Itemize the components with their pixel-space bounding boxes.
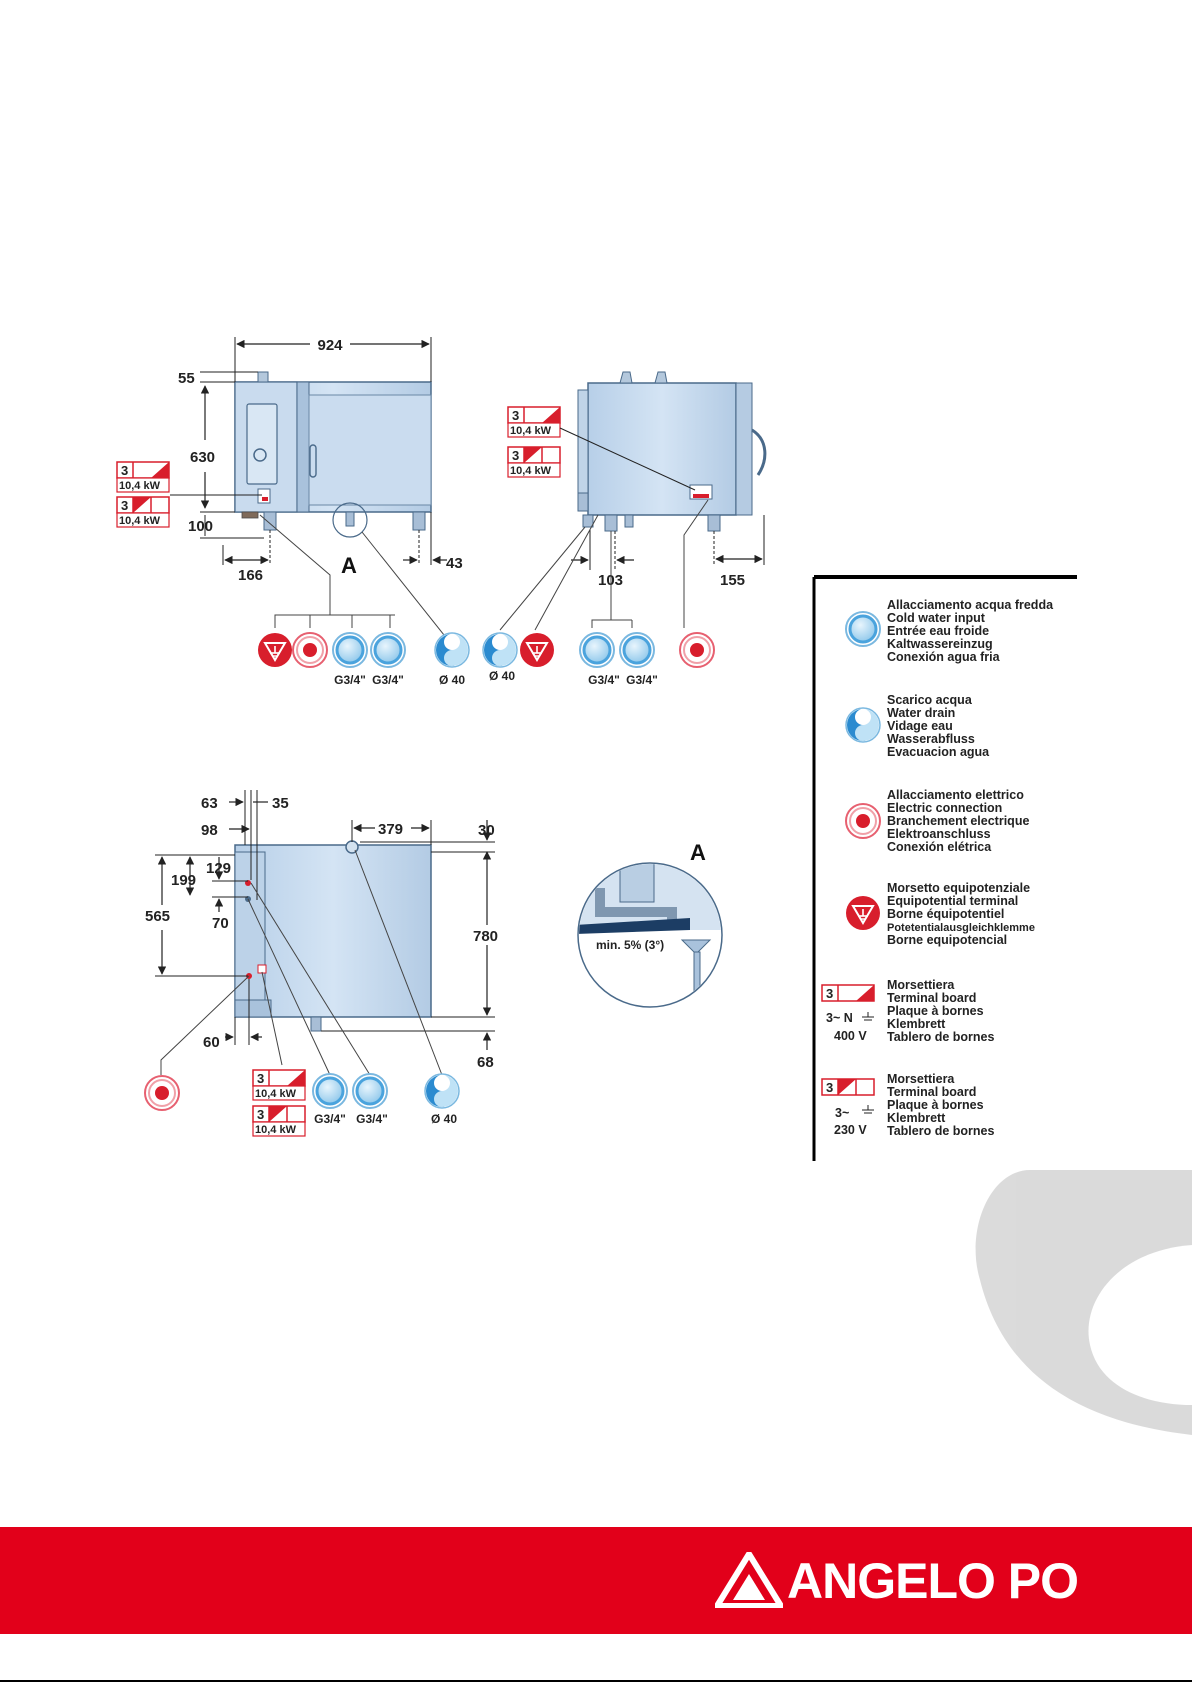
terminal-400-side: [508, 407, 560, 437]
svg-text:Morsetto equipotenziale: Morsetto equipotenziale: [887, 881, 1031, 895]
svg-text:Kaltwassereinzug: Kaltwassereinzug: [887, 637, 993, 651]
decorative-brand-watermark: [976, 1170, 1192, 1435]
legend-water-input-icon: [846, 612, 880, 646]
svg-text:Allacciamento elettrico: Allacciamento elettrico: [887, 788, 1024, 802]
g34-label: G3/4": [372, 673, 404, 687]
water-input-icon: [313, 1074, 347, 1108]
g34-label: G3/4": [314, 1112, 346, 1126]
door: [309, 395, 431, 505]
terminal-400-top: [253, 1070, 305, 1100]
slope-label: min. 5% (3°): [596, 938, 665, 952]
legend-water-drain-icon: [846, 708, 880, 742]
legend-terminal-230-text: [887, 1072, 994, 1138]
water-drain-icon: [483, 633, 517, 667]
svg-text:10,4 kW: 10,4 kW: [510, 465, 551, 477]
dim-98: 98: [201, 822, 218, 839]
side-view: [483, 372, 765, 687]
svg-text:3: 3: [826, 1080, 834, 1095]
svg-text:400 V: 400 V: [834, 1029, 867, 1043]
angelo-po-logo: [715, 1542, 1079, 1617]
g34-label: G3/4": [626, 673, 658, 687]
water-input-icon: [620, 633, 654, 667]
dim-68: 68: [477, 1054, 494, 1071]
water-input-icon: [353, 1074, 387, 1108]
svg-text:Potetentialausgleichklemme: Potetentialausgleichklemme: [887, 922, 1035, 934]
water-drain-icon: [425, 1074, 459, 1108]
svg-text:Klembrett: Klembrett: [887, 1017, 946, 1031]
terminal-230-front: [117, 497, 169, 527]
display-window: [247, 404, 277, 484]
dim-379: 379: [378, 821, 404, 838]
dim-924: 924: [317, 337, 343, 354]
electric-icon: [680, 633, 714, 667]
terminal-400-front: [117, 462, 169, 492]
legend-water-drain-text: [887, 693, 990, 759]
front-view: [117, 337, 469, 687]
svg-text:Conexión elétrica: Conexión elétrica: [887, 840, 992, 854]
svg-text:Borne équipotentiel: Borne équipotentiel: [887, 907, 1005, 921]
svg-text:Wasserabfluss: Wasserabfluss: [887, 732, 975, 746]
svg-text:3: 3: [512, 408, 520, 423]
electric-icon: [293, 633, 327, 667]
water-input-icon: [333, 633, 367, 667]
dim-70: 70: [212, 915, 229, 932]
svg-text:Terminal board: Terminal board: [887, 1085, 977, 1099]
svg-text:3~ N: 3~ N: [826, 1011, 853, 1025]
equipotential-icon: [258, 633, 292, 667]
svg-text:Conexión agua fria: Conexión agua fria: [887, 650, 1000, 664]
svg-text:Allacciamento acqua fredda: Allacciamento acqua fredda: [887, 598, 1054, 612]
water-drain-icon: [435, 633, 469, 667]
door-hinge: [297, 382, 309, 512]
dim-129: 129: [206, 860, 232, 877]
logo-mark-icon: [715, 1552, 783, 1608]
svg-text:Plaque à bornes: Plaque à bornes: [887, 1004, 984, 1018]
dim-155: 155: [720, 572, 746, 589]
svg-text:Borne equipotencial: Borne equipotencial: [887, 933, 1008, 947]
drain-size-label: Ø 40: [430, 1112, 458, 1126]
svg-text:10,4 kW: 10,4 kW: [119, 480, 160, 492]
svg-text:230 V: 230 V: [834, 1123, 867, 1137]
svg-text:Morsettiera: Morsettiera: [887, 1072, 955, 1086]
svg-text:10,4 kW: 10,4 kW: [255, 1124, 296, 1136]
g34-label: G3/4": [334, 673, 366, 687]
legend-equipotential-text: [887, 881, 1035, 947]
detail-a-label: A: [341, 553, 357, 578]
legend-terminal-400-box: [822, 985, 874, 1001]
legend-electric-text: [887, 788, 1029, 854]
dim-780: 780: [473, 928, 499, 945]
svg-text:Tablero de bornes: Tablero de bornes: [887, 1030, 995, 1044]
vent: [258, 372, 268, 382]
svg-text:3: 3: [257, 1107, 265, 1122]
equipotential-icon: [520, 633, 554, 667]
svg-text:Entrée eau froide: Entrée eau froide: [887, 624, 990, 638]
drain-size-label: Ø 40: [488, 669, 516, 683]
dim-60: 60: [203, 1034, 220, 1051]
svg-text:Evacuacion agua: Evacuacion agua: [887, 745, 990, 759]
dim-100: 100: [188, 518, 214, 535]
svg-text:3~: 3~: [835, 1106, 850, 1120]
svg-text:Morsettiera: Morsettiera: [887, 978, 955, 992]
water-input-icon: [580, 633, 614, 667]
svg-text:3: 3: [121, 463, 129, 478]
electric-icon: [145, 1076, 179, 1110]
svg-text:10,4 kW: 10,4 kW: [255, 1088, 296, 1100]
svg-text:Tablero de bornes: Tablero de bornes: [887, 1124, 995, 1138]
dim-43: 43: [446, 555, 463, 572]
svg-text:Elektroanschluss: Elektroanschluss: [887, 827, 991, 841]
legend-water-input-text: [887, 598, 1054, 664]
top-view: [145, 790, 502, 1136]
svg-text:Scarico acqua: Scarico acqua: [887, 693, 972, 707]
side-body: [588, 383, 736, 515]
svg-text:Equipotential terminal: Equipotential terminal: [887, 894, 1019, 908]
legend-electric-icon: [846, 804, 880, 838]
dim-30: 30: [478, 822, 495, 839]
water-input-icon: [371, 633, 405, 667]
terminal-230-side: [508, 447, 560, 477]
svg-text:3: 3: [257, 1071, 265, 1086]
dim-63: 63: [201, 795, 218, 812]
svg-text:Branchement electrique: Branchement electrique: [887, 814, 1030, 828]
dim-630: 630: [190, 449, 216, 466]
svg-text:3: 3: [826, 986, 834, 1001]
svg-text:Klembrett: Klembrett: [887, 1111, 946, 1125]
svg-text:3: 3: [512, 448, 520, 463]
dim-55: 55: [178, 370, 195, 387]
dim-35: 35: [272, 795, 289, 812]
drain-size-label: Ø 40: [438, 673, 466, 687]
svg-text:Vidage eau: Vidage eau: [887, 719, 953, 733]
drain-pipe: [346, 512, 354, 526]
detail-title: A: [690, 840, 706, 865]
brand-name: ANGELO PO: [787, 1553, 1079, 1609]
detail-a: [575, 840, 725, 1012]
svg-text:10,4 kW: 10,4 kW: [119, 515, 160, 527]
svg-text:Water drain: Water drain: [887, 706, 956, 720]
svg-text:3: 3: [121, 498, 129, 513]
dim-199: 199: [171, 872, 197, 889]
legend: [814, 577, 1077, 1161]
svg-text:Cold water input: Cold water input: [887, 611, 985, 625]
dim-103: 103: [598, 572, 624, 589]
dim-565: 565: [145, 908, 171, 925]
legend-equipotential-icon: [846, 896, 880, 930]
g34-label: G3/4": [356, 1112, 388, 1126]
terminal-230-top: [253, 1106, 305, 1136]
g34-label: G3/4": [588, 673, 620, 687]
foot-right: [413, 512, 425, 530]
svg-text:10,4 kW: 10,4 kW: [510, 425, 551, 437]
svg-text:Plaque à bornes: Plaque à bornes: [887, 1098, 984, 1112]
dim-166: 166: [238, 567, 264, 584]
svg-text:Electric connection: Electric connection: [887, 801, 1003, 815]
svg-text:Terminal board: Terminal board: [887, 991, 977, 1005]
bottom-rule: [0, 1680, 1192, 1682]
legend-terminal-230-box: [822, 1079, 874, 1095]
legend-terminal-400-text: [887, 978, 994, 1044]
